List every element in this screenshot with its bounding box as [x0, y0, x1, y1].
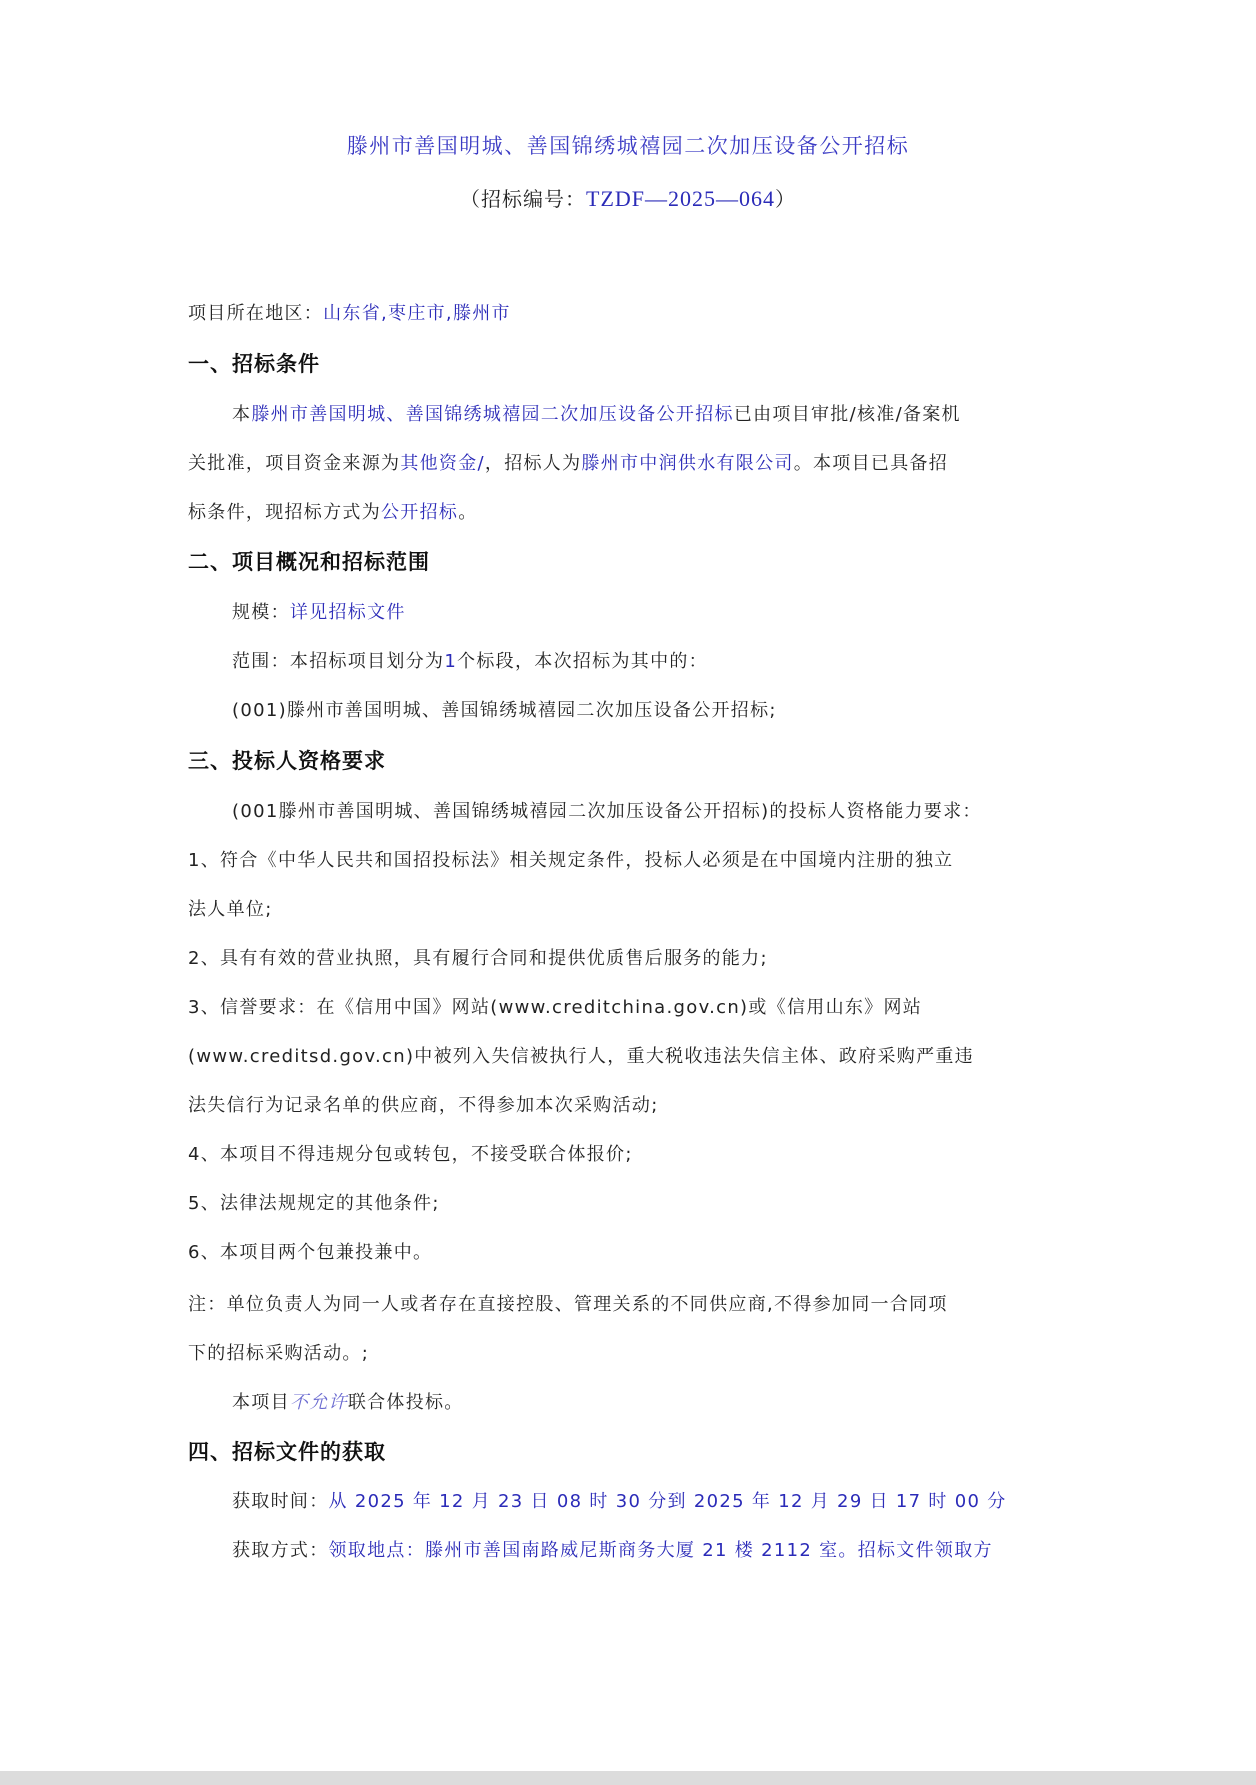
requirement-line: 法失信行为记录名单的供应商，不得参加本次采购活动;: [188, 1095, 659, 1116]
text: 标条件，现招标方式为: [188, 502, 381, 523]
text: 本: [232, 404, 252, 425]
text: 范围：本招标项目划分为: [232, 651, 445, 672]
tender-number: [0, 183, 1256, 212]
project-scale: [232, 598, 406, 624]
funding-source: 其他资金/: [400, 453, 485, 474]
qualification-intro: (001滕州市善国明城、善国锦绣城禧园二次加压设备公开招标)的投标人资格能力要求：: [232, 801, 982, 822]
requirement-line: 3、信誉要求：在《信用中国》网站(www.creditchina.gov.cn)或《信用山东》网站: [188, 997, 923, 1018]
tender-number-code: TZDF—2025—064: [586, 186, 775, 211]
document-title: 滕州市善国明城、善国锦绣城禧园二次加压设备公开招标: [346, 134, 910, 158]
lot-count: 1: [444, 651, 458, 672]
tenderer-name: 滕州市中润供水有限公司: [581, 453, 794, 474]
tender-method: 公开招标: [381, 502, 459, 523]
section-3-heading: 三、投标人资格要求: [188, 749, 386, 773]
region-value: 山东省,枣庄市,滕州市: [323, 303, 511, 324]
section-2-heading: 二、项目概况和招标范围: [188, 550, 430, 574]
requirement-line: 1、符合《中华人民共和国招投标法》相关规定条件，投标人必须是在中国境内注册的独立: [188, 850, 954, 871]
consortium-policy: [232, 1388, 464, 1414]
requirement-line: 5、法律法规规定的其他条件;: [188, 1193, 440, 1214]
method-value: 领取地点：滕州市善国南路威尼斯商务大厦 21 楼 2112 室。招标文件领取方: [328, 1540, 993, 1561]
note-line: 下的招标采购活动。;: [188, 1343, 370, 1364]
scale-label: 规模：: [232, 602, 290, 623]
page-bottom-divider: [0, 1771, 1256, 1785]
note-line: 注：单位负责人为同一人或者存在直接控股、管理关系的不同供应商,不得参加同一合同项: [188, 1294, 948, 1315]
acquisition-time: [232, 1487, 1007, 1513]
tender-number-prefix: （招标编号：: [460, 187, 586, 211]
project-scope: [232, 647, 708, 673]
project-region: [188, 299, 511, 325]
requirement-line: 4、本项目不得违规分包或转包，不接受联合体报价;: [188, 1144, 633, 1165]
text: 。: [458, 502, 478, 523]
section-4-heading: 四、招标文件的获取: [188, 1440, 386, 1464]
time-label: 获取时间：: [232, 1491, 329, 1512]
tender-number-suffix: ）: [775, 187, 796, 211]
time-value: 从 2025 年 12 月 23 日 08 时 30 分到 2025 年 12 月 29 日 17 时 00 分: [328, 1491, 1007, 1512]
scale-value: 详见招标文件: [289, 602, 406, 623]
text: 个标段，本次招标为其中的：: [457, 651, 708, 672]
region-label: 项目所在地区：: [188, 303, 324, 324]
text: ，招标人为: [484, 453, 582, 474]
section-1-heading: 一、招标条件: [188, 352, 320, 376]
text: 关批准，项目资金来源为: [188, 453, 401, 474]
section-1-paragraph-line-2: [188, 449, 948, 475]
requirement-line: 6、本项目两个包兼投兼中。: [188, 1242, 433, 1263]
text: 已由项目审批/核准/备案机: [733, 404, 961, 425]
section-1-paragraph-line-1: [232, 400, 961, 426]
text: 。本项目已具备招: [793, 453, 949, 474]
text: 本项目: [232, 1392, 290, 1413]
section-1-paragraph-line-3: [188, 498, 478, 524]
consortium-not-allowed: 不允许: [289, 1392, 348, 1413]
project-name: 滕州市善国明城、善国锦绣城禧园二次加压设备公开招标: [251, 404, 734, 425]
lot-item: (001)滕州市善国明城、善国锦绣城禧园二次加压设备公开招标;: [232, 700, 777, 721]
acquisition-method: [232, 1536, 993, 1562]
text: 联合体投标。: [347, 1392, 464, 1413]
requirement-line: 法人单位;: [188, 899, 273, 920]
requirement-line: (www.creditsd.gov.cn)中被列入失信被执行人，重大税收违法失信主体、政府采购严重违: [188, 1046, 974, 1067]
requirement-line: 2、具有有效的营业执照，具有履行合同和提供优质售后服务的能力;: [188, 948, 768, 969]
method-label: 获取方式：: [232, 1540, 329, 1561]
